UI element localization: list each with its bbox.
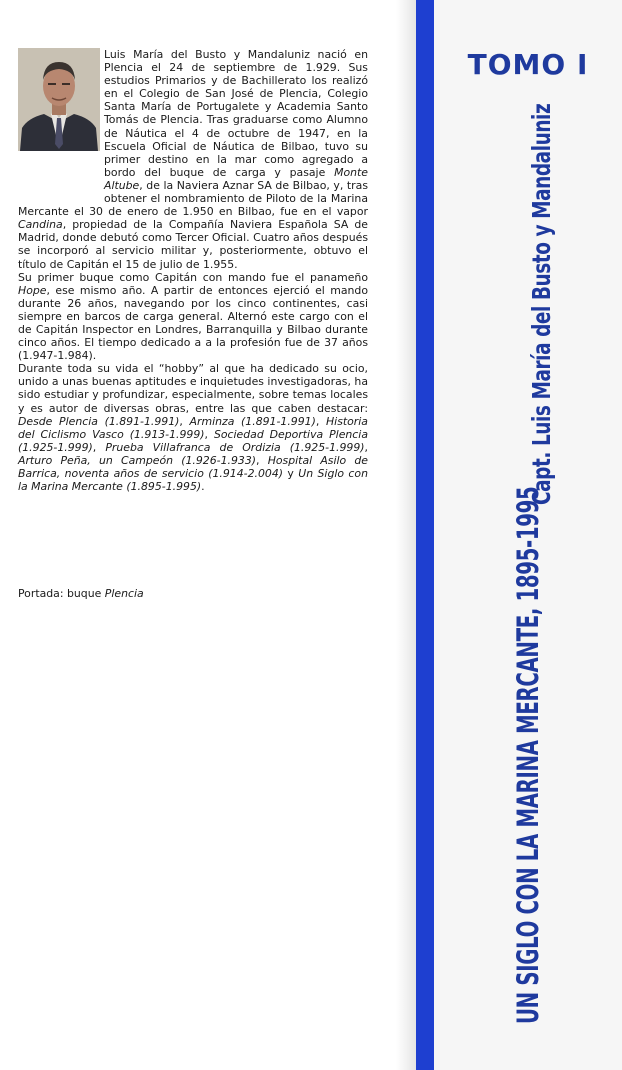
fold-shadow [396,0,416,1070]
work-title: Desde Plencia (1.891-1.991) [18,414,180,428]
spine-title: UN SIGLO CON LA MARINA MERCANTE, 1895-1995 [511,486,545,1024]
separator: , [204,427,214,441]
separator: y [283,467,299,480]
work-title: Un Siglo con la Marina Mercante (1.895-1.995) [18,467,368,494]
volume-label: TOMO I [467,48,589,81]
separator: , [315,414,326,428]
separator: , [256,453,268,467]
work-title: Historia del Ciclismo Vasco (1.913-1.999) [18,414,368,441]
bio-text: , ese mismo año. A partir de entonces ejerció el mando durante 26 años, navegando por los cinco continentes, casi siempre en barcos de carga general. Alternó este cargo con el de Capitán Inspector en Londres, Barranquilla y Bilbao durante cinco años. El tiempo dedicado a a la profesión fue de 37 años (1.947-1.984). [18,283,368,363]
separator: , [364,440,368,454]
work-title: Sociedad Deportiva Plencia (1.925-1.999) [18,427,368,454]
bio-paragraph-2 [18,271,368,363]
ship-name: Hope [18,283,47,297]
ship-name: Monte Altube [104,165,368,192]
bio-text: , propiedad de la Compañía Naviera Española SA de Madrid, donde debutó como Tercer Oficial. Cuatro años después se incorporó al servicio militar y, posteriormente, obtuvo el título de Capitán el 15 de julio de 1.955. [18,218,368,271]
author-biography [18,48,368,493]
bio-text: Su primer buque como Capitán con mando fue el panameño [18,270,368,284]
bio-paragraph-3 [18,362,368,493]
work-title: Hospital Asilo de Barrica, noventa años de servicio (1.914-2.004) [18,453,368,480]
separator: . [201,480,205,494]
photo-spacer [18,48,104,194]
separator: , [92,440,106,454]
separator: , [179,414,190,428]
ship-name: Candina [18,218,63,232]
work-title: Prueba Villafranca de Ordizia (1.925-1.999) [105,440,365,454]
blue-stripe [416,0,434,1070]
bio-text: Durante toda su vida el “hobby” al que ha dedicado su ocio, unido a unas buenas aptitudes e inquietudes investigadoras, ha sido estudiar y profundizar, especialmente, sobre temas locales y es autor de diversas obras, entre las que caben destacar: [18,362,368,415]
work-title: Arturo Peña, un Campeón (1.926-1.933) [18,453,257,467]
cover-caption [18,587,318,600]
bio-text: Luis María del Busto y Mandaluniz nació en Plencia el 24 de septiembre de 1.929. Sus estudios Primarios y de Bachillerato los realizó en el Colegio de San José de Plencia, Colegio Santa María de Portugalete y Academia Santo Tomás de Plencia. Tras graduarse como Alumno de Náutica el 4 de octubre de 1947, en la Escuela Oficial de Náutica de Bilbao, tuvo su primer destino en la mar como agregado a bordo del buque de carga y pasaje [104,48,368,179]
caption-ship-name: Plencia [104,587,144,600]
work-title: Arminza (1.891-1.991) [189,414,316,428]
spine-author: Capt. Luis María del Busto y Mandaluniz [527,103,556,506]
bio-text: , de la Naviera Aznar SA de Bilbao, y, tras obtener el nombramiento de Piloto de la Marina Mercante el 30 de enero de 1.950 en Bilbao, fue en el vapor [18,178,368,219]
caption-label: Portada: buque [18,587,105,600]
